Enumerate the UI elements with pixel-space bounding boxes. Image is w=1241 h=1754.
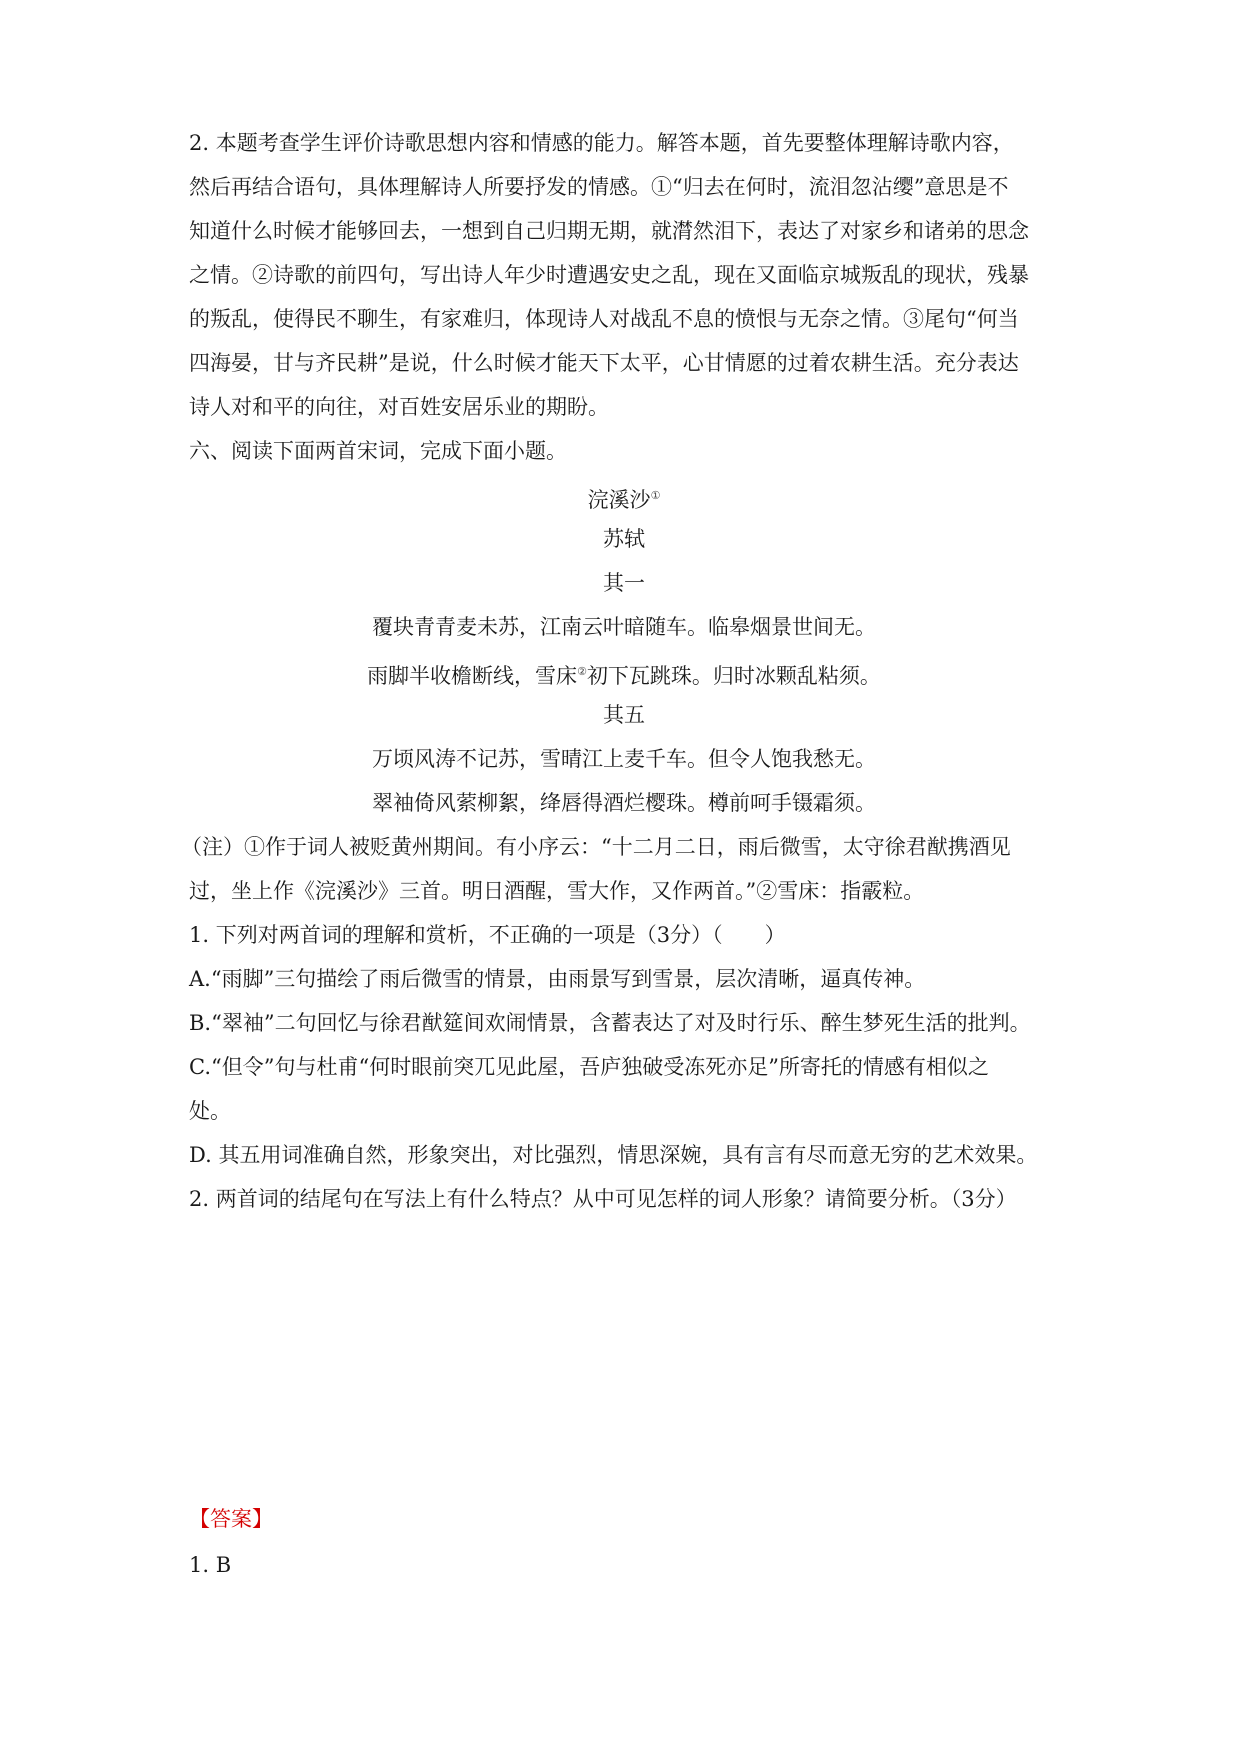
- poem-part1-line2-a: 雨脚半收檐断线，雪床: [367, 664, 578, 688]
- explanation-line-1: 2. 本题考查学生评价诗歌思想内容和情感的能力。解答本题，首先要整体理解诗歌内容，: [189, 131, 1014, 155]
- section-heading: 六、阅读下面两首宋词，完成下面小题。: [189, 439, 567, 463]
- option-d: D. 其五用词准确自然，形象突出，对比强烈，情思深婉，具有言有尽而意无穷的艺术效果。: [189, 1143, 1038, 1167]
- poem-part1-heading: 其一: [603, 571, 645, 595]
- poem-part1-line2: [189, 658, 1059, 690]
- explanation-line-2: 然后再结合语句，具体理解诗人所要抒发的情感。①“归去在何时，流泪忽沾缨”意思是不: [189, 175, 1009, 199]
- question-1: 1. 下列对两首词的理解和赏析，不正确的一项是（3分）（ ）: [189, 923, 786, 947]
- poem-part2-line1: 万顷风涛不记苏，雪晴江上麦千车。但令人饱我愁无。: [372, 747, 876, 771]
- explanation-line-6: 四海晏，甘与齐民耕”是说，什么时候才能天下太平，心甘情愿的过着农耕生活。充分表达: [189, 351, 1019, 375]
- poem-part2-heading: 其五: [603, 703, 645, 727]
- question-2: 2. 两首词的结尾句在写法上有什么特点？从中可见怎样的词人形象？请简要分析。（3分）: [189, 1187, 1017, 1211]
- notes-line-1: （注）①作于词人被贬黄州期间。有小序云：“十二月二日，雨后微雪，太守徐君猷携酒见: [181, 835, 1011, 859]
- poem-author: 苏轼: [603, 527, 645, 551]
- option-c: C.“但令”句与杜甫“何时眼前突兀见此屋，吾庐独破受冻死亦足”所寄托的情感有相似之: [189, 1055, 989, 1079]
- poem-part1-line2-b: 初下瓦跳珠。归时冰颗乱粘须。: [586, 664, 881, 688]
- explanation-line-4: 之情。②诗歌的前四句，写出诗人年少时遭遇安史之乱，现在又面临京城叛乱的现状，残暴: [189, 263, 1029, 287]
- poem-title-text: 浣溪沙: [587, 488, 651, 512]
- poem-title-note: ①: [650, 489, 661, 502]
- answer-1: 1. B: [189, 1553, 232, 1577]
- poem-part1-line1: 覆块青青麦未苏，江南云叶暗随车。临皋烟景世间无。: [372, 615, 876, 639]
- answer-label: 【答案】: [189, 1507, 273, 1531]
- poem-part2-line2: 翠袖倚风萦柳絮，绛唇得酒烂樱珠。樽前呵手镊霜须。: [372, 791, 876, 815]
- explanation-line-7: 诗人对和平的向往，对百姓安居乐业的期盼。: [189, 395, 609, 419]
- explanation-line-3: 知道什么时候才能够回去，一想到自己归期无期，就潸然泪下，表达了对家乡和诸弟的思念: [189, 219, 1029, 243]
- poem-part1-line2-note: ②: [577, 665, 587, 678]
- option-b: B.“翠袖”二句回忆与徐君猷筵间欢闹情景，含蓄表达了对及时行乐、醉生梦死生活的批判。: [189, 1011, 1031, 1035]
- option-c-cont: 处。: [189, 1099, 231, 1123]
- option-a: A.“雨脚”三句描绘了雨后微雪的情景，由雨景写到雪景，层次清晰，逼真传神。: [189, 967, 926, 991]
- explanation-line-5: 的叛乱，使得民不聊生，有家难归，体现诗人对战乱不息的愤恨与无奈之情。③尾句“何当: [189, 307, 1019, 331]
- poem-title: [189, 482, 1059, 514]
- notes-line-2: 过，坐上作《浣溪沙》三首。明日酒醒，雪大作，又作两首。”②雪床：指霰粒。: [189, 879, 925, 903]
